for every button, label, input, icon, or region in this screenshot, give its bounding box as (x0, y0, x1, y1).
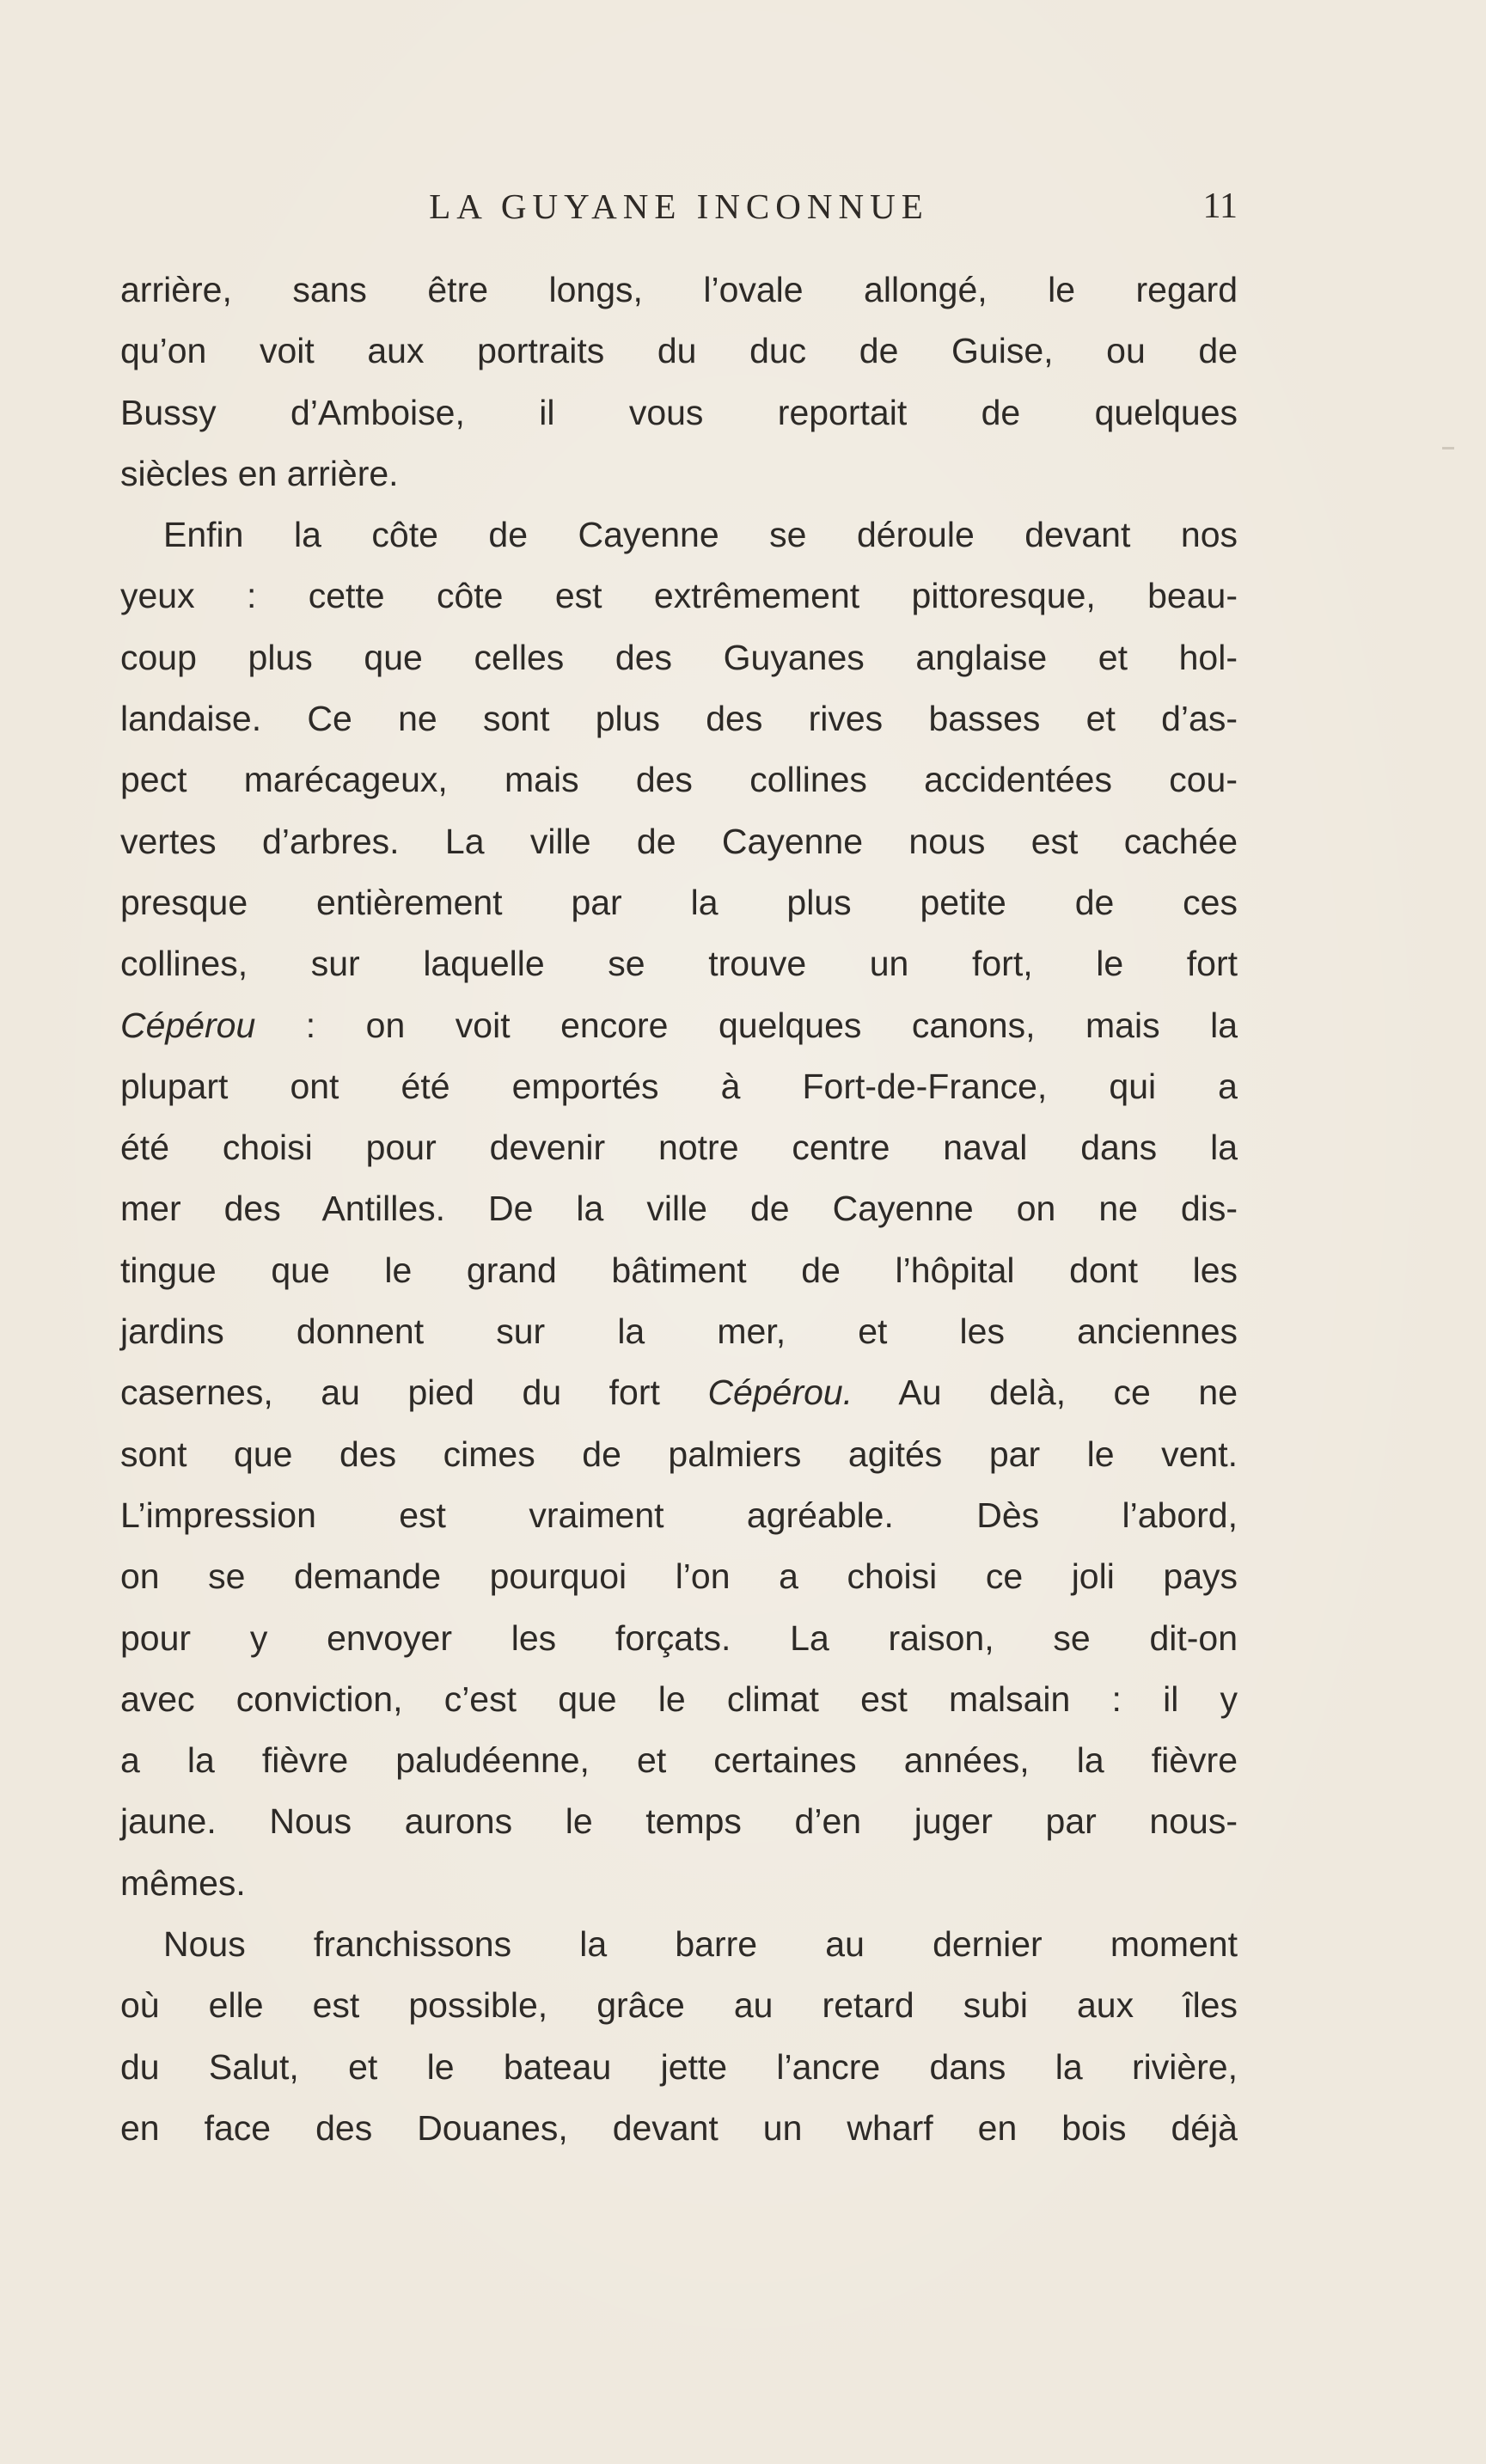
text-line: Cépérou : on voit encore quelques canons, mais la (120, 1005, 1238, 1045)
text-line: pour y envoyer les forçats. La raison, se dit-on (120, 1617, 1238, 1658)
text-line: Enfin la côte de Cayenne se déroule devant nos (163, 515, 1238, 555)
text-line: vertes d’arbres. La ville de Cayenne nous est cachée (120, 821, 1238, 861)
text-line: été choisi pour devenir notre centre naval dans la (120, 1128, 1238, 1168)
body-text (120, 260, 1238, 2159)
italic-place-name: Cépérou. (707, 1373, 853, 1413)
running-head (120, 182, 1238, 230)
running-title: LA GUYANE INCONNUE (429, 186, 929, 226)
text-line: jardins donnent sur la mer, et les anciennes (120, 1311, 1238, 1352)
text-line: L’impression est vraiment agréable. Dès l’abord, (120, 1495, 1238, 1535)
text-line: a la fièvre paludéenne, et certaines années, la fièvre (120, 1740, 1238, 1781)
text-line: plupart ont été emportés à Fort-de-France, qui a (120, 1066, 1238, 1106)
text-line: yeux : cette côte est extrêmement pittoresque, beau- (120, 576, 1238, 616)
text-line: casernes, au pied du fort Cépérou. Au delà, ce ne (120, 1373, 1238, 1413)
text-line: Nous franchissons la barre au dernier moment (163, 1924, 1238, 1965)
text-line: mêmes. (120, 1862, 246, 1903)
text-line: mer des Antilles. De la ville de Cayenne on ne dis- (120, 1189, 1238, 1229)
text-line: Bussy d’Amboise, il vous reportait de quelques (120, 392, 1238, 432)
text-line: landaise. Ce ne sont plus des rives basses et d’as- (120, 699, 1238, 739)
text-line: arrière, sans être longs, l’ovale allongé, le regard (120, 270, 1238, 309)
page-number: 11 (1202, 186, 1238, 226)
text-line: du Salut, et le bateau jette l’ancre dans la rivière, (120, 2046, 1238, 2087)
text-line: qu’on voit aux portraits du duc de Guise, ou de (120, 331, 1238, 371)
text-line: on se demande pourquoi l’on a choisi ce joli pays (120, 1556, 1238, 1597)
text-line: en face des Douanes, devant un wharf en bois déjà (120, 2107, 1238, 2148)
text-line: où elle est possible, grâce au retard subi aux îles (120, 1985, 1238, 2026)
text-line: siècles en arrière. (120, 453, 399, 493)
text-line: collines, sur laquelle se trouve un fort, le fort (120, 944, 1238, 984)
text-line: pect marécageux, mais des collines accidentées cou- (120, 760, 1238, 800)
text-line: jaune. Nous aurons le temps d’en juger par nous- (120, 1801, 1238, 1842)
text-line: presque entièrement par la plus petite de ces (120, 882, 1238, 922)
text-line: avec conviction, c’est que le climat est malsain : il y (120, 1678, 1238, 1719)
text-line: sont que des cimes de palmiers agités par le vent. (120, 1434, 1238, 1474)
text-line: coup plus que celles des Guyanes anglaise et hol- (120, 637, 1238, 677)
paper-mark (1442, 447, 1454, 449)
italic-place-name: Cépérou (120, 1005, 256, 1045)
text-line: tingue que le grand bâtiment de l’hôpital dont les (120, 1250, 1238, 1290)
